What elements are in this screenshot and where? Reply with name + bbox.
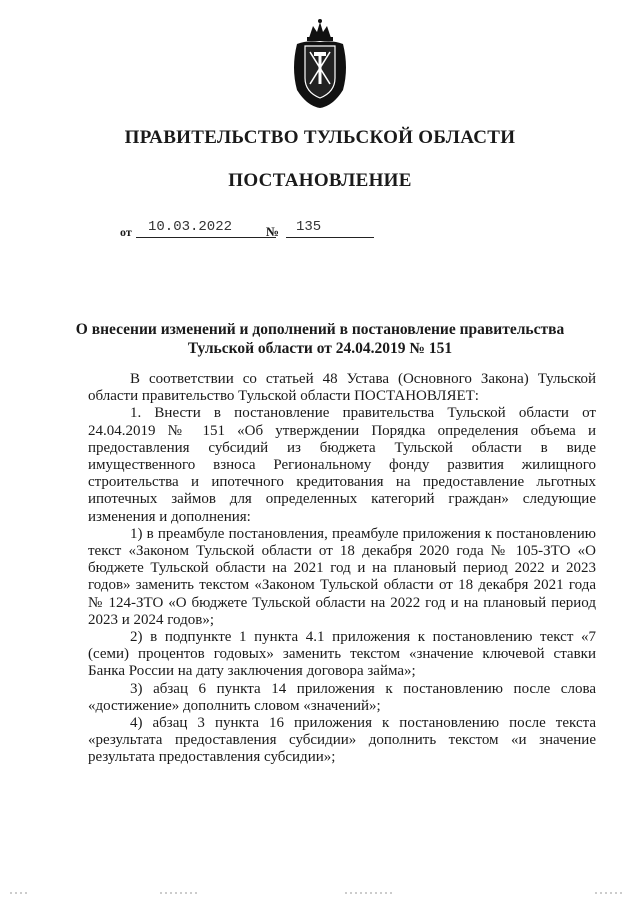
subject-line-2: Тульской области от 24.04.2019 № 151	[187, 340, 453, 357]
number-value: 135	[296, 219, 322, 235]
document-type-title: ПОСТАНОВЛЕНИЕ	[228, 170, 412, 191]
tula-coat-of-arms-icon	[283, 18, 357, 110]
body-paragraph: 1. Внести в постановление правительства Тульской области от 24.04.2019 № 151 «Об утверждении Порядка определения объема и предоставления субсидий из бюджета Тульской области в виде имущественного взноса Региональному фонду развития жилищного строительства и ипотечного кредитования на предоставление льготных ипотечных займов для определенных категорий граждан» следующие изменения и дополнения:	[88, 405, 596, 525]
organization-title: ПРАВИТЕЛЬСТВО ТУЛЬСКОЙ ОБЛАСТИ	[124, 127, 516, 148]
date-underline	[136, 237, 276, 238]
number-label: №	[266, 224, 280, 239]
number-underline	[286, 237, 374, 238]
scan-artifact-dots	[0, 891, 640, 895]
document-body	[88, 371, 596, 767]
subject-line-1: О внесении изменений и дополнений в постановление правительства	[75, 321, 565, 338]
date-value: 10.03.2022	[148, 219, 233, 235]
body-paragraph: 4) абзац 3 пункта 16 приложения к постановлению после текста «результата предоставления субсидии» дополнить текстом «и значение результата предоставления субсидии»;	[88, 715, 596, 766]
body-paragraph: В соответствии со статьей 48 Устава (Основного Закона) Тульской области правительство Тульской области ПОСТАНОВЛЯЕТ:	[88, 371, 596, 405]
body-paragraph: 3) абзац 6 пункта 14 приложения к постановлению после слова «достижение» дополнить словом «значений»;	[88, 680, 596, 714]
date-label: от	[120, 225, 132, 239]
document-meta	[120, 218, 520, 240]
body-paragraph: 2) в подпункте 1 пункта 4.1 приложения к постановлению текст «7 (семи) процентов годовых» заменить текстом «значение ключевой ставки Банка России на дату заключения договора займа»;	[88, 629, 596, 680]
body-paragraph: 1) в преамбуле постановления, преамбуле приложения к постановлению текст «Законом Тульской области от 18 декабря 2020 года № 105-ЗТО «О бюджете Тульской области на 2021 год и на плановый период 2022 и 2023 годов» заменить текстом «Законом Тульской области от 18 декабря 2021 года № 124-ЗТО «О бюджете Тульской области на 2022 год и на плановый период 2023 и 2024 годов»;	[88, 525, 596, 628]
document-subject	[60, 320, 580, 358]
